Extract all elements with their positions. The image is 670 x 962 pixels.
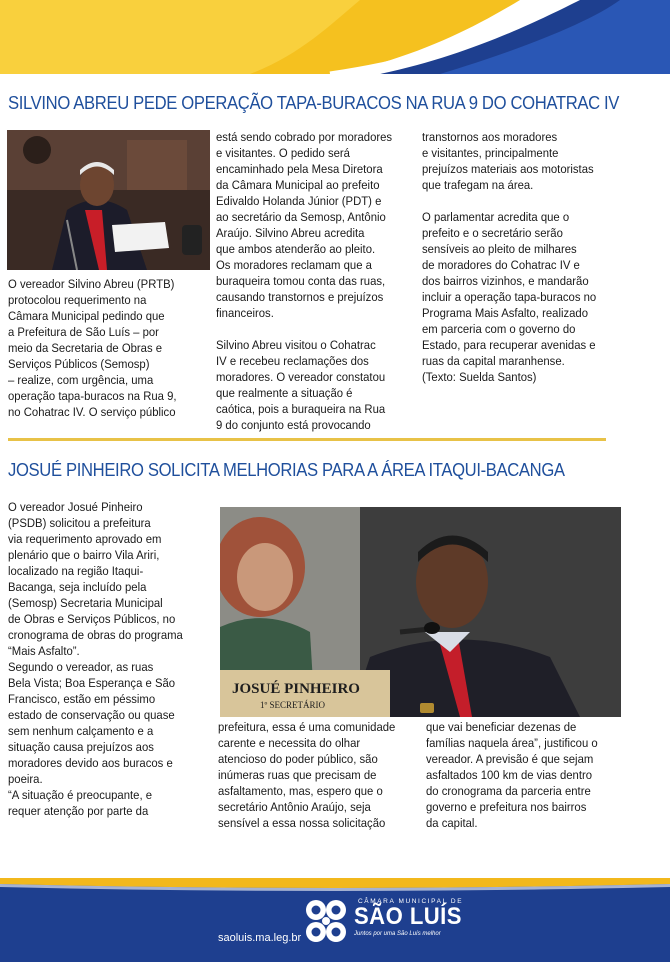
footer-url-link[interactable]: saoluis.ma.leg.br <box>218 932 302 944</box>
article-1-column-1 <box>8 276 198 420</box>
article-2-paragraph-2: prefeitura, essa é uma comunidade carente e necessita do olhar atencioso do poder público, são inúmeras ruas que precisam de asfaltamento, mas, espero que o secretário Antônio Araújo, seja sensível a essa nossa solicitação <box>218 720 396 830</box>
photo-silvino-abreu <box>7 130 210 270</box>
article-1-paragraph-2: está sendo cobrado por moradores e visitantes. O pedido será encaminhado pela Mesa Diretora da Câmara Municipal ao prefeito Edivaldo Holanda Júnior (PDT) e ao secretário da Semosp, Antônio Araújo. Silvino Abreu acredita que ambos atenderão ao pleito. Os moradores reclamam que a buraqueira tomou conta das ruas, causando transtornos e prejuízos financeiros. <box>216 130 393 320</box>
article-1-paragraph-3: Silvino Abreu visitou o Cohatrac IV e recebeu reclamações dos moradores. O vereador constatou que realmente a situação é caótica, pois a buraqueira na Rua 9 do conjunto está provocando <box>216 338 386 432</box>
article-2-column-3 <box>426 719 638 831</box>
nameplate-role: 1º SECRETÁRIO <box>260 700 326 710</box>
section-divider <box>8 438 606 441</box>
logo-subtitle: CÂMARA MUNICIPAL DE <box>358 898 464 905</box>
photo-josue-pinheiro <box>220 507 621 717</box>
logo-wordmark: SÃO LUÍS <box>354 903 462 930</box>
header-banner <box>0 0 670 74</box>
camara-logo-text <box>354 898 471 937</box>
article-1-column-3 <box>422 129 634 385</box>
camara-logo-icon <box>300 896 352 948</box>
article-1-paragraph-1: O vereador Silvino Abreu (PRTB) protocolou requerimento na Câmara Municipal pedindo que a Prefeitura de São Luís – por meio da Secretaria de Obras e Serviços Públicos (Semosp) – realize, com urgência, uma operação tapa-buracos na Rua 9, no Cohatrac IV. O serviço público <box>8 277 177 419</box>
article-2-column-1 <box>8 499 198 819</box>
nameplate-name: JOSUÉ PINHEIRO <box>232 681 360 697</box>
article-2-column-2 <box>218 719 411 831</box>
article-1-column-2 <box>216 129 411 433</box>
article-1-paragraph-5: O parlamentar acredita que o prefeito e o secretário serão sensíveis ao pleito de milhares de moradores do Cohatrac IV e dos bairros vizinhos, e mandarão incluir a operação tapa-buracos no Programa Mais Asfalto, realizado em parceria com o governo do Estado, para recuperar avenidas e ruas da capital maranhense. (Texto: Suelda Santos) <box>422 210 597 384</box>
article-1-title: SILVINO ABREU PEDE OPERAÇÃO TAPA-BURACOS NA RUA 9 DO COHATRAC IV <box>8 92 620 113</box>
article-2-title: JOSUÉ PINHEIRO SOLICITA MELHORIAS PARA A ÁREA ITAQUI-BACANGA <box>8 459 565 480</box>
article-1-paragraph-4: transtornos aos moradores e visitantes, principalmente prejuízos materiais aos motoristas que trafegam na área. <box>422 130 594 192</box>
article-2-paragraph-3: que vai beneficiar dezenas de famílias naquela área”, justificou o vereador. A previsão é que sejam asfaltados 100 km de vias dentro do cronograma da parceria entre governo e prefeitura nos bairros da capital. <box>426 720 598 830</box>
logo-tagline: Juntos por uma São Luís melhor <box>354 931 441 937</box>
article-2-paragraph-1: O vereador Josué Pinheiro (PSDB) solicitou a prefeitura via requerimento aprovado em plenário que o bairro Vila Ariri, localizado na região Itaqui- Bacanga, seja incluído pela (Semosp) Secretaria Municipal de Obras e Serviços Públicos, no cronograma de obras do programa “Mais Asfalto”. Segundo o vereador, as ruas Bela Vista; Boa Esperança e São Francisco, estão em péssimo estado de conservação ou quase sem nenhum calçamento e a situação causa prejuízos aos moradores devido aos buracos e poeira. “A situação é preocupante, e requer atenção por parte da <box>8 500 183 818</box>
